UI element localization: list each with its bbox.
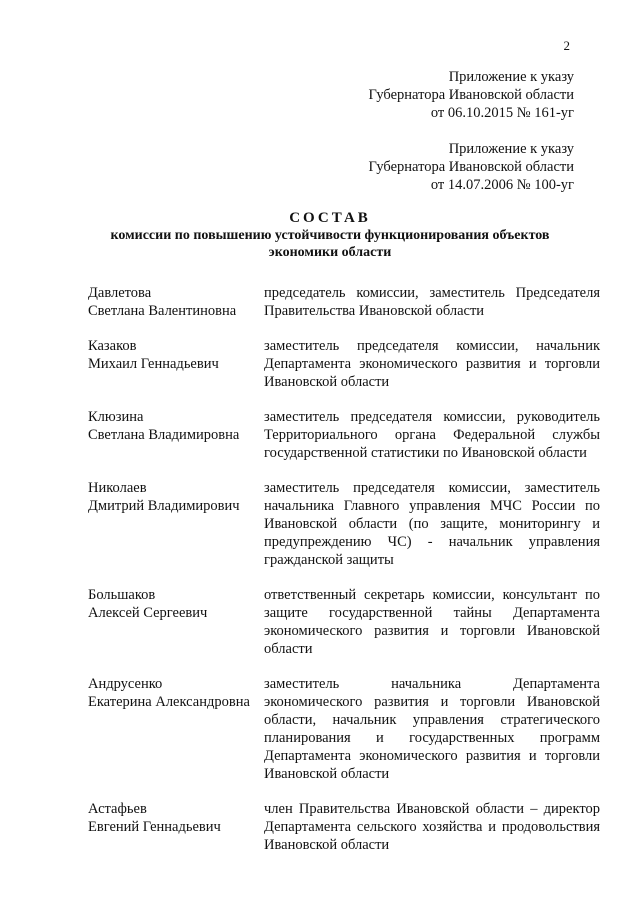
member-given-names: Евгений Геннадьевич	[88, 819, 221, 835]
member-role: заместитель председателя комиссии, руководитель Территориального органа Федеральной службы государственной статистики по Ивановской области	[264, 409, 600, 461]
member-name	[88, 284, 264, 320]
member-name	[88, 675, 264, 783]
member-surname: Большаков	[88, 587, 156, 603]
member-given-names: Дмитрий Владимирович	[88, 498, 240, 514]
member-name	[88, 586, 264, 658]
member-role: заместитель начальника Департамента экономического развития и торговли Ивановской области, начальник управления стратегического планирования и государственных программ Департамента экономического развития и торговли Ивановской области	[264, 676, 600, 782]
member-role: заместитель председателя комиссии, начальник Департамента экономического развития и торговли Ивановской области	[264, 338, 600, 390]
appendix-original-header	[174, 140, 574, 194]
member-row	[88, 800, 600, 854]
member-row	[88, 408, 600, 462]
member-given-names: Светлана Валентиновна	[88, 303, 237, 319]
member-surname: Давлетова	[88, 285, 152, 301]
member-given-names: Алексей Сергеевич	[88, 605, 208, 621]
title-line1: комиссии по повышению устойчивости функционирования объектов	[110, 228, 550, 243]
title-heading: СОСТАВ	[289, 210, 371, 226]
appendix-current-line1: Приложение к указу	[448, 69, 574, 85]
member-row	[88, 586, 600, 658]
appendix-current-header	[174, 68, 574, 122]
member-row	[88, 675, 600, 783]
member-row	[88, 284, 600, 320]
member-surname: Андрусенко	[88, 676, 163, 692]
member-given-names: Михаил Геннадьевич	[88, 356, 219, 372]
member-role: ответственный секретарь комиссии, консультант по защите государственной тайны Департамента экономического развития и торговли Ивановской области	[264, 587, 600, 657]
document-title	[60, 209, 600, 261]
member-role: председатель комиссии, заместитель Председателя Правительства Ивановской области	[264, 285, 600, 319]
members-list	[88, 284, 600, 871]
member-name	[88, 479, 264, 569]
member-row	[88, 337, 600, 391]
member-surname: Клюзина	[88, 409, 144, 425]
member-role: член Правительства Ивановской области – директор Департамента сельского хозяйства и продовольствия Ивановской области	[264, 801, 600, 853]
member-row	[88, 479, 600, 569]
page-number: 2	[563, 38, 570, 53]
appendix-original-line3: от 14.07.2006 № 100-уг	[430, 177, 574, 193]
member-name	[88, 408, 264, 462]
member-surname: Николаев	[88, 480, 147, 496]
appendix-current-line3: от 06.10.2015 № 161-уг	[430, 105, 574, 121]
member-surname: Казаков	[88, 338, 137, 354]
appendix-current-line2: Губернатора Ивановской области	[368, 87, 574, 103]
member-role: заместитель председателя комиссии, заместитель начальника Главного управления МЧС России по Ивановской области (по защите, мониторингу и предупреждению ЧС) - начальник управления гражданской защиты	[264, 480, 600, 568]
title-line2: экономики области	[268, 245, 392, 260]
member-name	[88, 337, 264, 391]
appendix-original-line2: Губернатора Ивановской области	[368, 159, 574, 175]
member-surname: Астафьев	[88, 801, 147, 817]
member-given-names: Екатерина Александровна	[88, 694, 250, 710]
member-given-names: Светлана Владимировна	[88, 427, 240, 443]
appendix-original-line1: Приложение к указу	[448, 141, 574, 157]
member-name	[88, 800, 264, 854]
